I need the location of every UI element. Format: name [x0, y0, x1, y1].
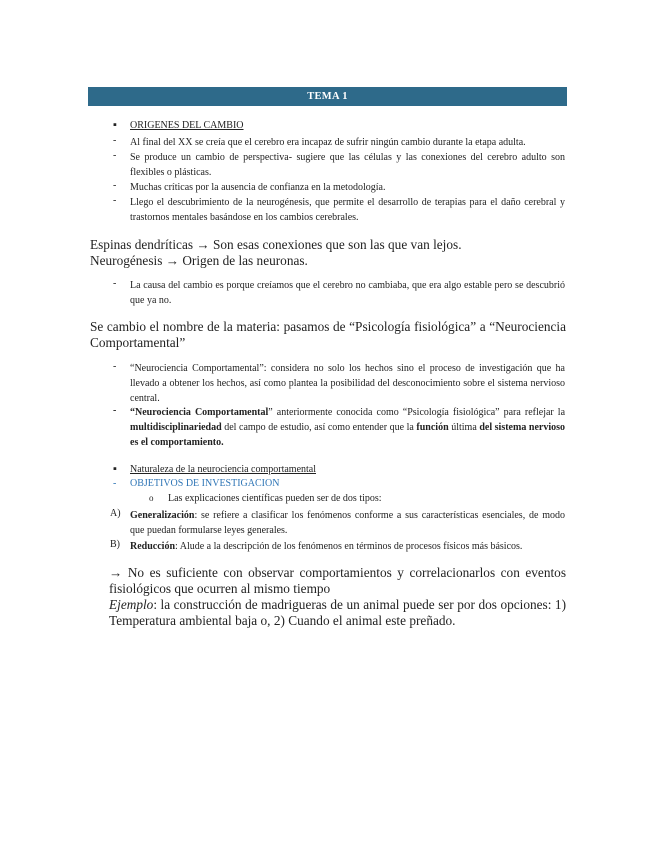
list-item: Muchas críticas por la ausencia de confianza en la metodología.	[130, 182, 386, 193]
bold-text: del sistema nervioso es el comportamiento.	[130, 422, 565, 448]
list-item: Llego el descubrimiento de la neurogénesis, que permite el desarrollo de terapias para el daño cerebral y trastornos mentales basándose en los cambios cerebrales.	[130, 197, 565, 223]
text: : Alude a la descripción de los fenómenos en términos de procesos físicos más básicos.	[175, 541, 523, 552]
item-label: B)	[110, 539, 120, 550]
list-item	[130, 508, 565, 538]
text: ” anteriormente conocida como “Psicología fisiológica” para reflejar la	[268, 407, 566, 418]
text: No es suficiente con observar comportamientos y correlacionarlos con eventos fisiológicos que ocurren al mismo tiempo	[109, 565, 566, 596]
definition-term: Espinas dendríticas	[90, 237, 194, 252]
dash-bullet: -	[113, 278, 117, 289]
example-label: Ejemplo	[109, 597, 154, 612]
arrow-icon: →	[165, 253, 179, 268]
bullet: ▪	[113, 119, 117, 131]
text: del campo de estudio, así como entender que la	[221, 422, 417, 433]
bold-text: función	[416, 422, 449, 433]
objectives-heading: OBJETIVOS DE INVESTIGACION	[130, 478, 280, 489]
definition-line	[90, 237, 570, 253]
text: última	[448, 422, 480, 433]
list-item: La causa del cambio es porque creíamos que el cerebro no cambiaba, que era algo estable pero se descubrió que ya no.	[130, 280, 565, 306]
bold-text: “Neurociencia Comportamental	[130, 407, 269, 418]
arrow-icon: →	[109, 565, 123, 580]
list-item	[130, 405, 565, 450]
section-heading: Naturaleza de la neurociencia comportamental	[130, 464, 317, 475]
paragraph: Se cambio el nombre de la materia: pasamos de “Psicología fisiológica” a “Neurociencia Comportamental”	[90, 319, 566, 350]
definition-line	[90, 253, 570, 269]
dash-bullet: -	[113, 361, 117, 372]
sub-list-item: Las explicaciones científicas pueden ser de dos tipos:	[168, 493, 382, 504]
list-item: Se produce un cambio de perspectiva- sugiere que las células y las conexiones del cerebro adulto son flexibles o plásticas.	[130, 152, 565, 178]
definition-text: Origen de las neuronas.	[182, 253, 308, 268]
example-paragraph	[109, 597, 566, 629]
dash-bullet: -	[113, 135, 117, 146]
list-item: “Neurociencia Comportamental”: considera no solo los hechos sino el proceso de investigación que ha llevado a obtener los hechos, así como plantea la posibilidad del desconocimiento sobre el sistema nervioso central.	[130, 363, 565, 404]
bold-text: Reducción	[130, 541, 175, 552]
dash-bullet: -	[113, 478, 117, 489]
section-title-bar: TEMA 1	[88, 87, 567, 106]
dash-bullet: -	[113, 150, 117, 161]
closing-paragraph	[109, 565, 566, 597]
list-item: Al final del XX se creía que el cerebro era incapaz de sufrir ningún cambio durante la etapa adulta.	[130, 137, 526, 148]
bold-text: multidisciplinariedad	[130, 422, 222, 433]
text: : la construcción de madrigueras de un animal puede ser por dos opciones: 1) Temperatura ambiental baja o, 2) Cuando el animal este preñado.	[109, 597, 566, 628]
dash-bullet: -	[113, 180, 117, 191]
definition-term: Neurogénesis	[90, 253, 163, 268]
text: : se refiere a clasificar los fenómenos conforme a sus características esenciales, de modo que puedan formularse leyes generales.	[130, 510, 565, 536]
circle-bullet-icon: o	[149, 493, 154, 503]
definition-text: Son esas conexiones que son las que van lejos.	[212, 237, 462, 252]
arrow-icon: →	[196, 237, 210, 252]
list-item	[130, 539, 565, 554]
bullet: ▪	[113, 463, 117, 475]
dash-bullet: -	[113, 405, 117, 416]
dash-bullet: -	[113, 195, 117, 206]
section-heading: ORIGENES DEL CAMBIO	[130, 120, 244, 131]
bold-text: Generalización	[130, 510, 195, 521]
item-label: A)	[110, 508, 121, 519]
